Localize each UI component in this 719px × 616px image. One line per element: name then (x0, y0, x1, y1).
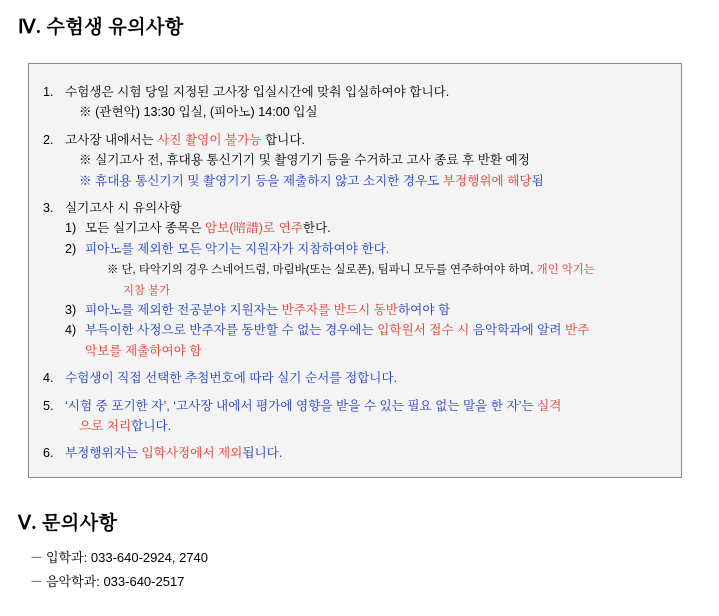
notice-subitem-line (85, 300, 667, 320)
notice-subitem-number: 1) (65, 221, 77, 236)
text-run: 부정행위에 해당 (442, 173, 532, 188)
notice-subitem (65, 218, 667, 238)
notice-item (43, 443, 667, 463)
notice-item-number: 6. (43, 446, 54, 461)
notice-subitem (65, 320, 667, 361)
text-run: ※ 실기고사 전, 휴대용 통신기기 및 촬영기기 등을 수거하고 고사 종료 후 반환 예정 (79, 153, 530, 168)
text-run: 모든 실기고사 종목은 (85, 221, 205, 236)
notice-subitem-note (65, 259, 667, 279)
notice-item-line (65, 198, 667, 218)
text-run: 피아노를 제외한 전공분야 지원자는 (85, 303, 282, 318)
notice-item-line (65, 443, 667, 463)
text-run: 수험생이 직접 선택한 추첨번호에 따라 실기 순서를 정합니다. (65, 371, 398, 386)
dash-icon: － (30, 574, 44, 590)
notice-subitem-line (85, 320, 667, 340)
notice-box (28, 63, 682, 478)
text-run: 입학원서 접수 시 (377, 323, 470, 338)
notice-item-line (65, 396, 667, 416)
notice-item-number: 4. (43, 371, 54, 386)
notice-item-number: 2. (43, 132, 54, 147)
notice-item-line (65, 82, 667, 102)
contact-text: 입학과: 033-640-2924, 2740 (46, 550, 208, 565)
text-run: 수험생은 시험 당일 지정된 고사장 입실시간에 맞춰 입실 (65, 85, 370, 99)
contact-row (30, 546, 208, 570)
notice-subitem-number: 3) (65, 303, 77, 318)
notice-subitem (65, 239, 667, 259)
text-run: 실기고사 시 유의사항 (65, 200, 182, 215)
notice-item (43, 198, 667, 361)
text-run: ※ 단, 타악기의 경우 스네어드럼, 마림바(또는 실로폰), 팀파니 모두를 연주하여야 하며, (107, 264, 537, 277)
text-run: 한다. (302, 221, 331, 236)
notice-item (43, 82, 667, 123)
notice-item-line (65, 102, 667, 122)
notice-item-line (65, 150, 667, 170)
notice-subitem-line (85, 239, 667, 259)
text-run: 반주 (564, 323, 590, 338)
text-run: 부정행위자는 (65, 446, 142, 461)
notice-item-number: 3. (43, 200, 54, 215)
notice-subitem (65, 300, 667, 320)
text-run: 음악학과에 알려 (469, 323, 565, 338)
dash-icon: － (30, 550, 44, 565)
notice-subitem-line (85, 341, 667, 361)
text-run: ‘시험 중 포기한 자’, ‘고사장 내에서 평가에 영향을 받을 수 있는 필요 없는 말을 한 자’는 (65, 398, 538, 413)
notice-item-number: 5. (43, 398, 54, 413)
text-run: 하여야 합니다. (369, 85, 450, 99)
text-run: 실격 (537, 398, 562, 413)
notice-item-line (65, 171, 667, 191)
page-title-notice: Ⅳ. 수험생 유의사항 (18, 17, 184, 38)
text-run: 반주자를 반드시 동반 (281, 303, 398, 318)
text-run: 고사장 내에서는 (65, 132, 158, 147)
text-run: 합니다. (261, 132, 305, 147)
text-run: 사진 촬영이 불가능 (157, 132, 262, 147)
notice-content (29, 64, 681, 481)
text-run: 으로 처리 (79, 419, 132, 434)
notice-item (43, 130, 667, 191)
text-run: 부득이한 사정으로 반주자를 동반할 수 없는 경우에는 (85, 323, 378, 338)
notice-item-line (65, 130, 667, 150)
text-run: 악보를 제출하여야 함 (85, 343, 202, 358)
text-run: 됩니다. (242, 446, 283, 461)
text-run: 합니다. (131, 419, 172, 434)
notice-item (43, 396, 667, 437)
text-run: ※ (관현악) 13:30 입실, (피아노) 14:00 입실 (79, 105, 318, 120)
contact-list (30, 546, 208, 594)
notice-item-line (65, 416, 667, 436)
notice-item-number: 1. (43, 85, 54, 99)
notice-subitem-number: 4) (65, 323, 77, 338)
text-run: 지참 불가 (123, 284, 171, 297)
text-run: 입학사정에서 제외 (141, 446, 243, 461)
text-run: 개인 악기는 (536, 264, 595, 277)
page-title-contact: Ⅴ. 문의사항 (18, 513, 118, 534)
contact-text: 음악학과: 033-640-2517 (46, 574, 185, 590)
text-run: 하여야 함 (397, 303, 451, 318)
contact-row (30, 570, 208, 594)
notice-subitem-line (85, 218, 667, 238)
text-run: ※ 휴대용 통신기기 및 촬영기기 등을 제출하지 않고 소지한 경우도 (79, 173, 443, 188)
notice-item-line (65, 368, 667, 388)
notice-item-list (43, 82, 667, 464)
notice-subitem-note (65, 280, 667, 300)
text-run: 피아노를 제외한 모든 악기는 지원자가 지참하여야 한다. (85, 241, 390, 256)
notice-subitem-number: 2) (65, 241, 77, 256)
text-run: 됨 (531, 173, 544, 188)
notice-item (43, 368, 667, 388)
text-run: 암보(暗譜)로 연주 (205, 221, 303, 236)
